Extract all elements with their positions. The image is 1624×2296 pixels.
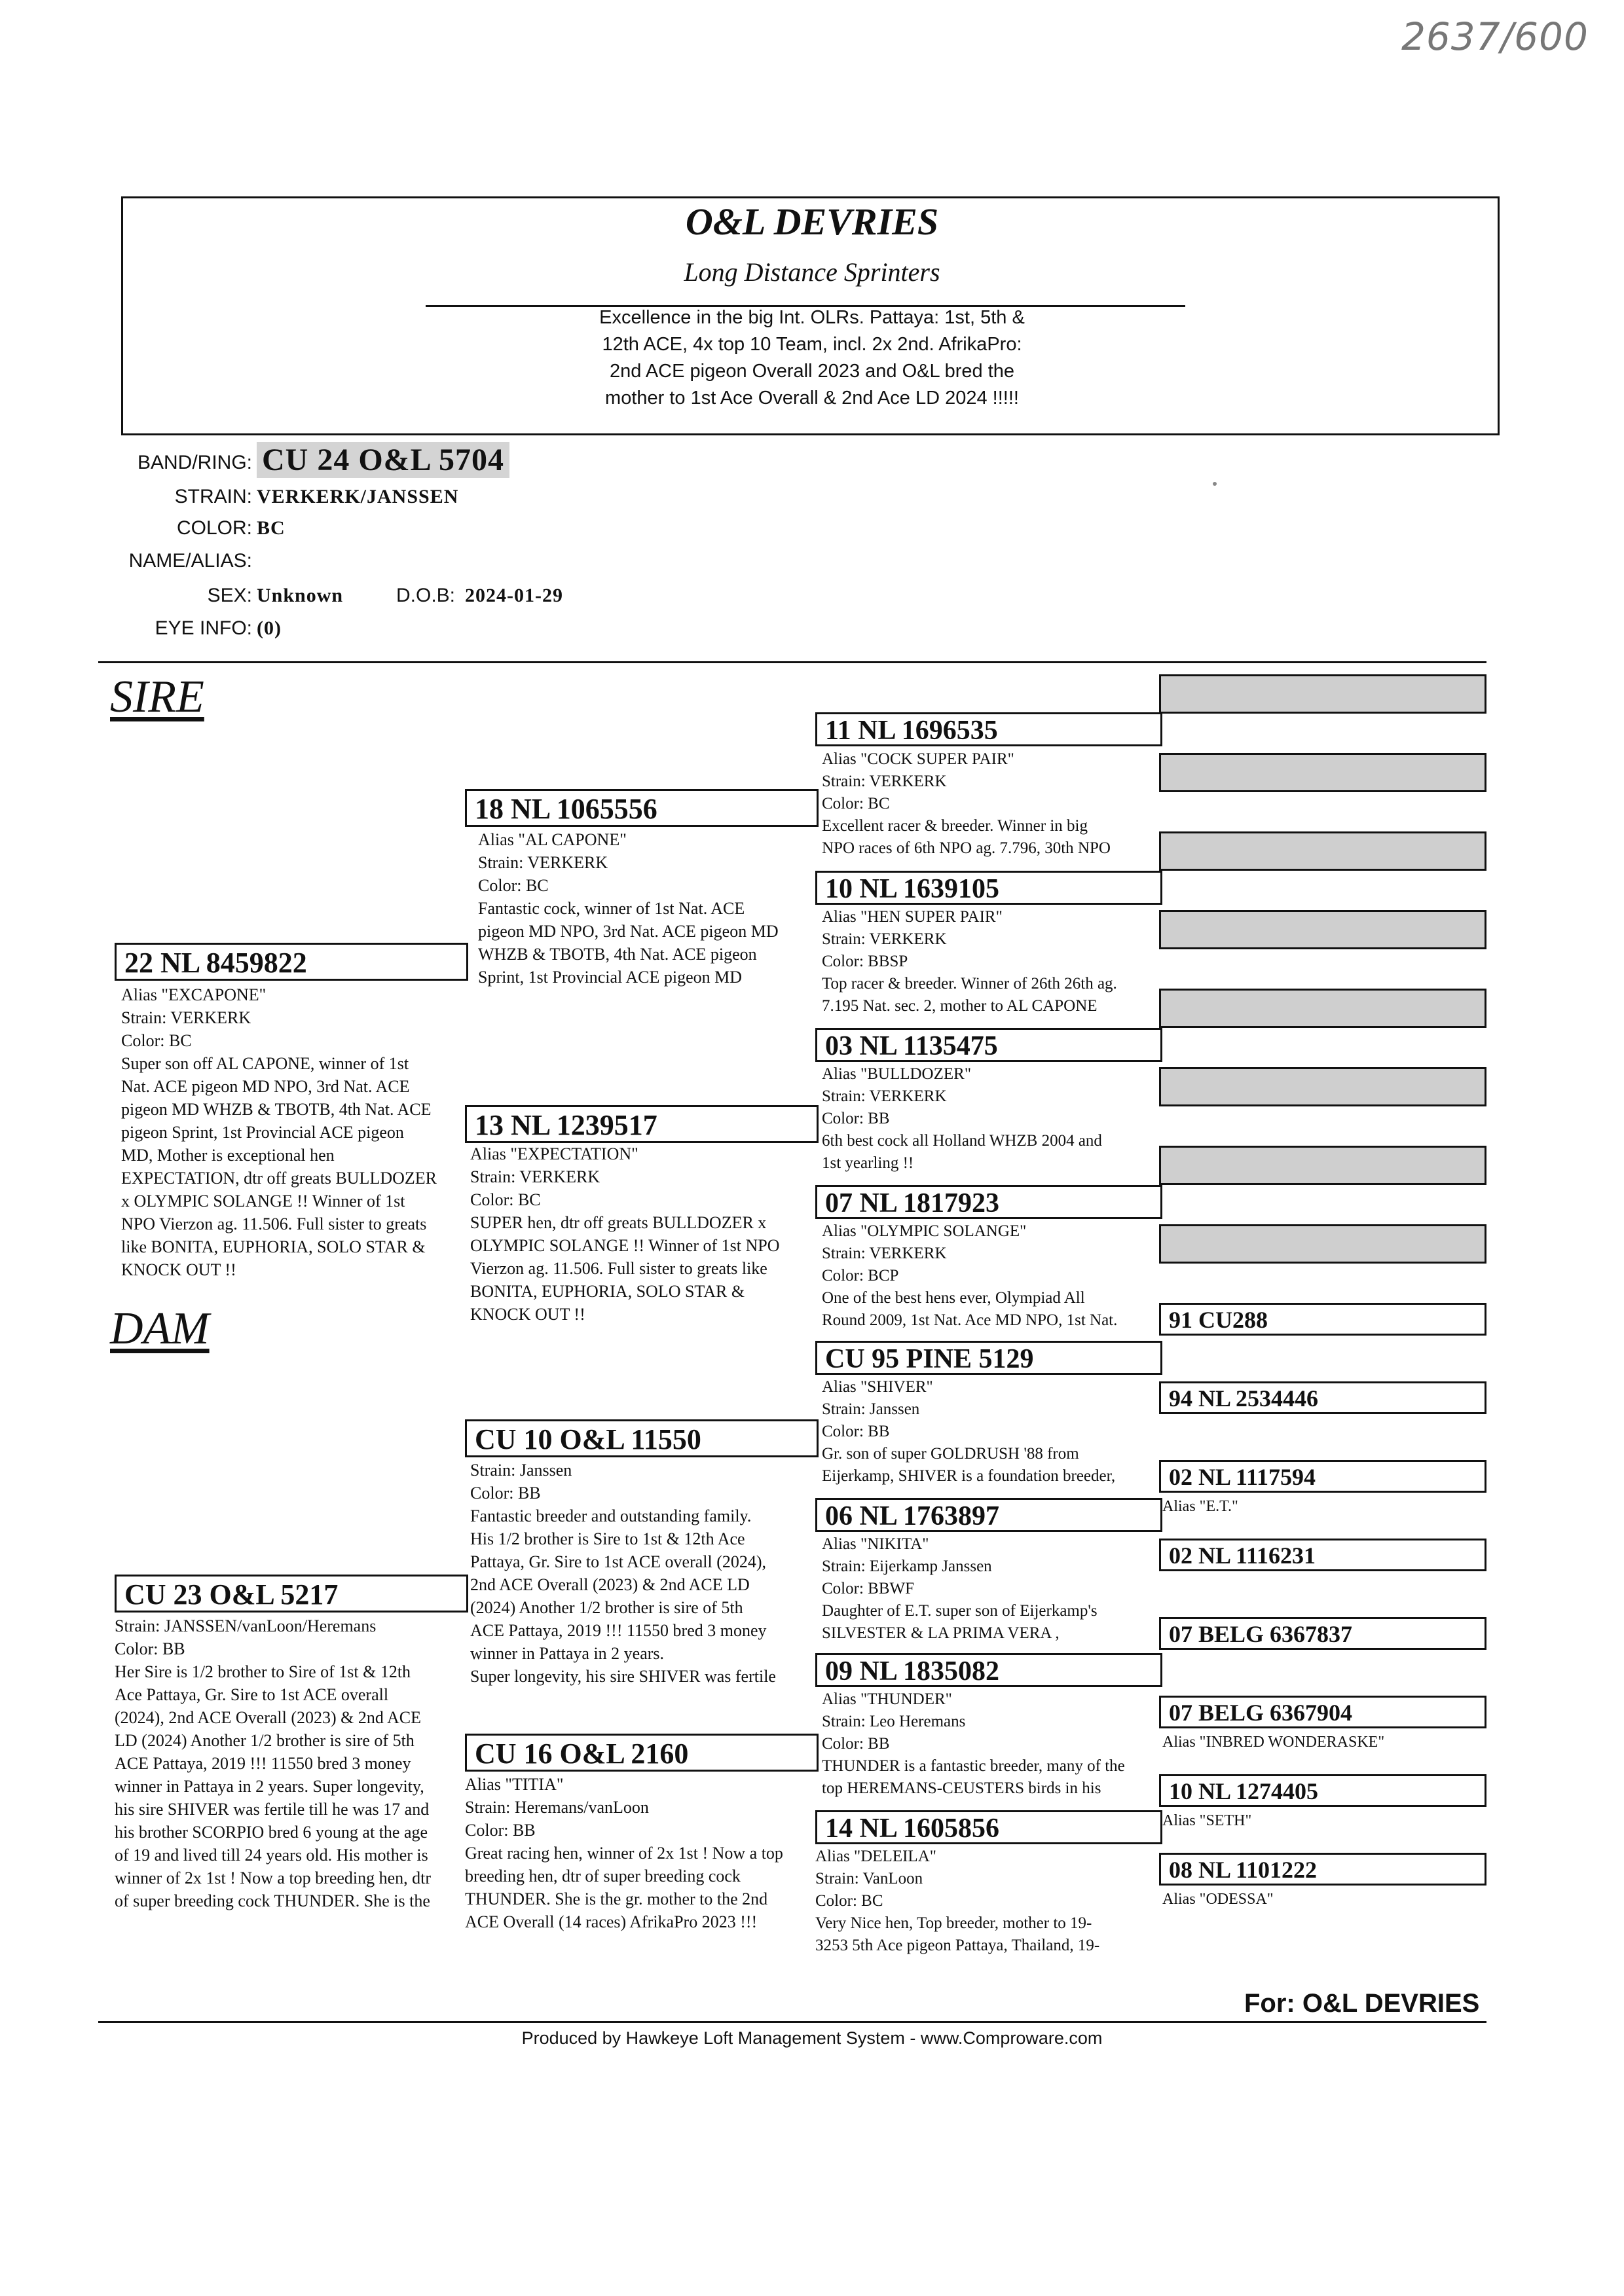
detail-line: Color: BB <box>822 1110 890 1127</box>
detail-line: Strain: VERKERK <box>822 1087 947 1105</box>
g4-ring-3: 02 NL 1117594 <box>1159 1460 1486 1493</box>
detail-line: ACE Overall (14 races) AfrikaPro 2023 !!! <box>465 1912 758 1931</box>
detail-line: Strain: Janssen <box>822 1400 920 1418</box>
detail-line: Color: BB <box>470 1484 541 1503</box>
detail-line: Color: BC <box>822 795 890 812</box>
detail-line: Color: BB <box>465 1821 536 1840</box>
dss-details <box>822 1376 1166 1487</box>
detail-line: Very Nice hen, Top breeder, mother to 19- <box>815 1914 1092 1932</box>
detail-line: Strain: VERKERK <box>478 853 608 872</box>
detail-line: Strain: VERKERK <box>822 1245 947 1262</box>
band-label: BAND/RING: <box>137 452 252 473</box>
footer-rule <box>98 2021 1486 2023</box>
sdd-ring: 07 NL 1817923 <box>815 1185 1162 1219</box>
ssd-details <box>822 906 1166 1017</box>
detail-line: breeding hen, dtr of super breeding cock <box>465 1867 741 1886</box>
color-label: COLOR: <box>176 517 252 539</box>
g4-grey-2 <box>1159 753 1486 792</box>
detail-line: Great racing hen, winner of 2x 1st ! Now a top <box>465 1844 783 1863</box>
g4-grey-8 <box>1159 1224 1486 1264</box>
strain-value: VERKERK/JANSSEN <box>257 486 459 507</box>
sire-details <box>121 983 475 1281</box>
detail-line: top HEREMANS-CEUSTERS birds in his <box>822 1779 1101 1797</box>
detail-line: his sire SHIVER was fertile till he was 17 and <box>115 1800 430 1819</box>
detail-line: of super breeding cock THUNDER. She is the <box>115 1891 430 1910</box>
detail-line: His 1/2 brother is Sire to 1st & 12th Ace <box>470 1529 745 1548</box>
detail-line: Strain: Leo Heremans <box>822 1713 966 1730</box>
detail-line: Strain: Eijerkamp Janssen <box>822 1558 992 1575</box>
detail-line: KNOCK OUT !! <box>121 1260 236 1279</box>
detail-line: Fantastic breeder and outstanding family. <box>470 1506 752 1525</box>
detail-line: Strain: JANSSEN/vanLoon/Heremans <box>115 1616 377 1635</box>
sire-dam-details <box>470 1142 824 1326</box>
detail-line: Gr. son of super GOLDRUSH '88 from <box>822 1445 1079 1463</box>
ddd-ring: 14 NL 1605856 <box>815 1810 1162 1844</box>
g4-grey-5 <box>1159 989 1486 1028</box>
detail-line: ACE Pattaya, 2019 !!! 11550 bred 3 money <box>470 1621 767 1640</box>
dam-details <box>115 1614 468 1912</box>
detail-line: SILVESTER & LA PRIMA VERA , <box>822 1624 1060 1642</box>
detail-line: Ace Pattaya, Gr. Sire to 1st ACE overall <box>115 1685 389 1704</box>
ddd-details <box>815 1846 1159 1957</box>
sire-sire-details <box>478 828 819 989</box>
detail-line: Color: BB <box>115 1639 185 1658</box>
dam-dam-details <box>465 1773 819 1933</box>
detail-line: pigeon MD NPO, 3rd Nat. ACE pigeon MD <box>478 922 779 941</box>
detail-line: Strain: Janssen <box>470 1461 572 1480</box>
dam-ring: CU 23 O&L 5217 <box>115 1575 468 1613</box>
g4-alias-7: Alias "SETH" <box>1162 1812 1252 1829</box>
color-value: BC <box>257 517 286 539</box>
handwritten-note: 2637/600 <box>1401 14 1589 59</box>
detail-line: OLYMPIC SOLANGE !! Winner of 1st NPO <box>470 1236 780 1255</box>
loft-tagline: Long Distance Sprinters <box>684 257 940 287</box>
sss-ring: 11 NL 1696535 <box>815 712 1162 746</box>
detail-line: EXPECTATION, dtr off greats BULLDOZER <box>121 1169 437 1188</box>
detail-line: Color: BC <box>478 876 549 895</box>
strain-label: STRAIN: <box>174 486 252 507</box>
g4-grey-4 <box>1159 910 1486 949</box>
detail-line: Her Sire is 1/2 brother to Sire of 1st & 12th <box>115 1662 411 1681</box>
detail-line: (2024) Another 1/2 brother is sire of 5th <box>470 1598 743 1617</box>
g4-ring-4: 02 NL 1116231 <box>1159 1539 1486 1571</box>
detail-line: Alias "SHIVER" <box>822 1378 933 1396</box>
dsd-details <box>822 1533 1166 1645</box>
detail-line: Strain: Heremans/vanLoon <box>465 1798 649 1817</box>
detail-line: Color: BBWF <box>822 1580 914 1597</box>
g4-ring-5: 07 BELG 6367837 <box>1159 1617 1486 1650</box>
detail-line: 2nd ACE Overall (2023) & 2nd ACE LD <box>470 1575 750 1594</box>
detail-line: Alias "OLYMPIC SOLANGE" <box>822 1222 1027 1240</box>
detail-line: of 19 and lived till 24 years old. His mother is <box>115 1846 428 1865</box>
detail-line: LD (2024) Another 1/2 brother is sire of 5th <box>115 1731 415 1750</box>
detail-line: pigeon Sprint, 1st Provincial ACE pigeon <box>121 1123 404 1142</box>
sire-section-label: SIRE <box>110 672 204 722</box>
detail-line: Strain: VERKERK <box>822 930 947 948</box>
loft-description: Excellence in the big Int. OLRs. Pattaya: 1st, 5th & 12th ACE, 4x top 10 Team, incl. 2x 2nd. AfrikaPro: 2nd ACE pigeon Overall 2023 and O&L bred the mother to 1st Ace Overall & 2nd Ace LD 2024 !!!!! <box>599 307 1025 409</box>
detail-line: 7.195 Nat. sec. 2, mother to AL CAPONE <box>822 997 1098 1015</box>
detail-line: THUNDER. She is the gr. mother to the 2nd <box>465 1889 768 1908</box>
detail-line: Top racer & breeder. Winner of 26th 26th ag. <box>822 975 1117 993</box>
detail-line: Alias "DELEILA" <box>815 1848 936 1865</box>
detail-line: WHZB & TBOTB, 4th Nat. ACE pigeon <box>478 945 757 964</box>
detail-line: pigeon MD WHZB & TBOTB, 4th Nat. ACE <box>121 1100 432 1119</box>
dds-ring: 09 NL 1835082 <box>815 1653 1162 1687</box>
ssd-ring: 10 NL 1639105 <box>815 871 1162 905</box>
sds-details <box>822 1063 1166 1175</box>
detail-line: NPO Vierzon ag. 11.506. Full sister to greats <box>121 1214 427 1233</box>
detail-line: Eijerkamp, SHIVER is a foundation breeder, <box>822 1467 1116 1485</box>
g4-ring-2: 94 NL 2534446 <box>1159 1381 1486 1414</box>
detail-line: Alias "TITIA" <box>465 1775 564 1794</box>
detail-line: Alias "HEN SUPER PAIR" <box>822 908 1003 926</box>
detail-line: Alias "BULLDOZER" <box>822 1065 972 1083</box>
detail-line: One of the best hens ever, Olympiad All <box>822 1289 1085 1307</box>
g4-grey-3 <box>1159 831 1486 871</box>
g4-ring-6: 07 BELG 6367904 <box>1159 1696 1486 1728</box>
detail-line: Alias "EXPECTATION" <box>470 1144 638 1163</box>
g4-alias-3: Alias "E.T." <box>1162 1498 1238 1515</box>
detail-line: Fantastic cock, winner of 1st Nat. ACE <box>478 899 745 918</box>
detail-line: Super son off AL CAPONE, winner of 1st <box>121 1054 409 1073</box>
sdd-details <box>822 1220 1166 1332</box>
dam-dam-ring: CU 16 O&L 2160 <box>465 1734 819 1772</box>
g4-grey-7 <box>1159 1146 1486 1185</box>
footer-for: For: O&L DEVRIES <box>1244 1989 1480 2018</box>
detail-line: Excellent racer & breeder. Winner in big <box>822 817 1088 835</box>
detail-line: winner in Pattaya in 2 years. Super longevity, <box>115 1777 424 1796</box>
g4-ring-1: 91 CU288 <box>1159 1303 1486 1336</box>
detail-line: Color: BC <box>470 1190 541 1209</box>
detail-line: Strain: VERKERK <box>822 773 947 790</box>
sex-value: Unknown <box>257 585 344 606</box>
dss-ring: CU 95 PINE 5129 <box>815 1341 1162 1375</box>
detail-line: Color: BBSP <box>822 953 908 970</box>
g4-grey-6 <box>1159 1067 1486 1106</box>
g4-alias-6: Alias "INBRED WONDERASKE" <box>1162 1734 1385 1751</box>
detail-line: 3253 5th Ace pigeon Pattaya, Thailand, 19- <box>815 1937 1100 1954</box>
eye-info-label: EYE INFO: <box>155 617 252 639</box>
sex-label: SEX: <box>207 585 252 606</box>
sds-ring: 03 NL 1135475 <box>815 1028 1162 1062</box>
detail-line: KNOCK OUT !! <box>470 1305 585 1324</box>
sire-dam-ring: 13 NL 1239517 <box>465 1105 819 1143</box>
sire-sire-ring: 18 NL 1065556 <box>465 789 819 827</box>
g4-ring-8: 08 NL 1101222 <box>1159 1853 1486 1886</box>
dam-sire-ring: CU 10 O&L 11550 <box>465 1419 819 1457</box>
detail-line: Sprint, 1st Provincial ACE pigeon MD <box>478 968 742 987</box>
detail-line: Alias "EXCAPONE" <box>121 985 267 1004</box>
detail-line: x OLYMPIC SOLANGE !! Winner of 1st <box>121 1192 405 1211</box>
sire-ring: 22 NL 8459822 <box>115 943 468 981</box>
detail-line: MD, Mother is exceptional hen <box>121 1146 335 1165</box>
name-alias-label: NAME/ALIAS: <box>128 550 252 572</box>
dam-sire-details <box>470 1459 824 1688</box>
detail-line: Round 2009, 1st Nat. Ace MD NPO, 1st Nat. <box>822 1311 1118 1329</box>
loft-name: O&L DEVRIES <box>685 200 939 243</box>
detail-line: 1st yearling !! <box>822 1154 914 1172</box>
pedigree-top-rule <box>98 661 1486 663</box>
detail-line: Strain: VERKERK <box>121 1008 251 1027</box>
detail-line: Alias "AL CAPONE" <box>478 830 627 849</box>
detail-line: Color: BCP <box>822 1267 899 1285</box>
detail-line: Color: BB <box>822 1735 890 1753</box>
detail-line: ACE Pattaya, 2019 !!! 11550 bred 3 money <box>115 1754 411 1773</box>
detail-line: winner of 2x 1st ! Now a top breeding hen, dtr <box>115 1868 432 1887</box>
sss-details <box>822 748 1166 860</box>
detail-line: Alias "COCK SUPER PAIR" <box>822 750 1014 768</box>
detail-line: Vierzon ag. 11.506. Full sister to greats like <box>470 1259 767 1278</box>
detail-line: Alias "THUNDER" <box>822 1690 952 1708</box>
dsd-ring: 06 NL 1763897 <box>815 1498 1162 1532</box>
g4-grey-1 <box>1159 674 1486 714</box>
detail-line: his brother SCORPIO bred 6 young at the age <box>115 1823 428 1842</box>
g4-ring-7: 10 NL 1274405 <box>1159 1774 1486 1807</box>
detail-line: (2024), 2nd ACE Overall (2023) & 2nd ACE <box>115 1708 421 1727</box>
scan-speck <box>1213 482 1217 486</box>
detail-line: Strain: VERKERK <box>470 1167 600 1186</box>
detail-line: Nat. ACE pigeon MD NPO, 3rd Nat. ACE <box>121 1077 410 1096</box>
detail-line: Color: BC <box>121 1031 192 1050</box>
detail-line: like BONITA, EUPHORIA, SOLO STAR & <box>121 1237 426 1256</box>
dds-details <box>822 1688 1166 1800</box>
detail-line: Color: BB <box>822 1423 890 1440</box>
dob-label: D.O.B: <box>396 585 456 606</box>
detail-line: Strain: VanLoon <box>815 1870 923 1887</box>
detail-line: Daughter of E.T. super son of Eijerkamp's <box>822 1602 1098 1620</box>
detail-line: Pattaya, Gr. Sire to 1st ACE overall (2024), <box>470 1552 767 1571</box>
detail-line: NPO races of 6th NPO ag. 7.796, 30th NPO <box>822 839 1111 857</box>
detail-line: 6th best cock all Holland WHZB 2004 and <box>822 1132 1102 1150</box>
band-value: CU 24 O&L 5704 <box>257 442 509 478</box>
eye-info-value: (0) <box>257 617 282 639</box>
g4-alias-8: Alias "ODESSA" <box>1162 1891 1274 1908</box>
detail-line: THUNDER is a fantastic breeder, many of the <box>822 1757 1125 1775</box>
footer-produced-by: Produced by Hawkeye Loft Management System - www.Comproware.com <box>521 2028 1103 2048</box>
detail-line: Super longevity, his sire SHIVER was fertile <box>470 1667 776 1686</box>
dob-value: 2024-01-29 <box>465 585 563 606</box>
detail-line: winner in Pattaya in 2 years. <box>470 1644 665 1663</box>
detail-line: Color: BC <box>815 1892 883 1910</box>
detail-line: Alias "NIKITA" <box>822 1535 929 1553</box>
detail-line: SUPER hen, dtr off greats BULLDOZER x <box>470 1213 767 1232</box>
dam-section-label: DAM <box>110 1303 210 1354</box>
detail-line: BONITA, EUPHORIA, SOLO STAR & <box>470 1282 745 1301</box>
